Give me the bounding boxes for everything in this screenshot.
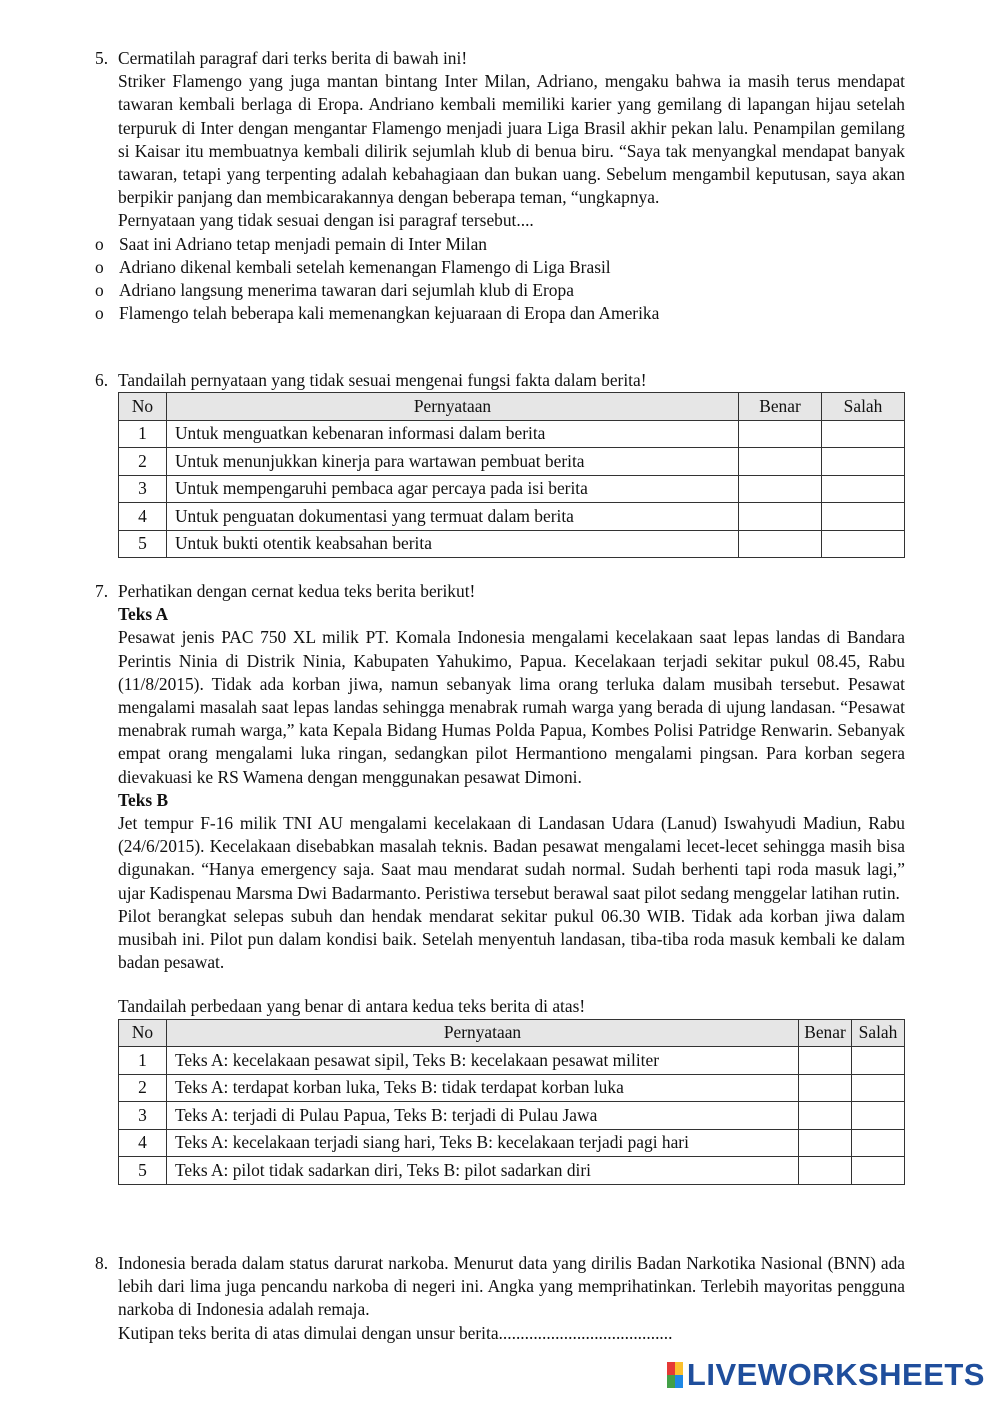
option-label: Saat ini Adriano tetap menjadi pemain di Inter Milan [119,233,488,254]
salah-answer-cell[interactable] [852,1157,905,1185]
row-statement: Teks A: kecelakaan pesawat sipil, Teks B: kecelakaan pesawat militer [167,1047,799,1075]
header-pernyataan: Pernyataan [167,393,739,421]
row-statement: Teks A: kecelakaan terjadi siang hari, Teks B: kecelakaan terjadi pagi hari [167,1129,799,1157]
table-row [119,448,905,476]
row-number: 5 [119,530,167,558]
row-number: 2 [119,448,167,476]
news-paragraph: Striker Flamengo yang juga mantan bintang Inter Milan, Adriano, mengaku bahwa ia masih terus mendapat tawaran kembali berlaga di Eropa. Andriano kembali memiliki karier yang gemilang di lapangan hijau setelah terpuruk di Inter dengan mengantar Flamengo menjadi juara Liga Brasil akhir pekan lalu. Penampilan gemilang si Kaisar itu membuatnya kembali dilirik sejumlah klub di benua biru. “Saya tak menyangkal mendapat banyak tawaran, tetapi yang terpenting adalah kebahagiaan dan bukan uang. Sebelum mengambil keputusan, saya akan berpikir panjang dan membicarakannya dengan beberapa teman, “ungkapnya. [118,71,905,208]
table-row [119,475,905,503]
question-number: 6. [95,370,109,390]
radio-bullet[interactable]: o [95,233,104,254]
header-pernyataan: Pernyataan [167,1019,799,1047]
row-number: 1 [119,420,167,448]
question-number: 5. [95,48,109,68]
logo-text: LIVEWORKSHEETS [686,1357,985,1392]
table-row [119,420,905,448]
table-row [119,1129,905,1157]
question-8 [95,1252,905,1345]
salah-answer-cell[interactable] [852,1129,905,1157]
table-row [119,530,905,558]
benar-answer-cell[interactable] [799,1047,852,1075]
row-statement: Teks A: terjadi di Pulau Papua, Teks B: terjadi di Pulau Jawa [167,1102,799,1130]
table-row [119,1102,905,1130]
benar-answer-cell[interactable] [739,503,822,531]
question-number: 7. [95,581,109,601]
benar-answer-cell[interactable] [739,475,822,503]
salah-answer-cell[interactable] [852,1074,905,1102]
table-row [119,1047,905,1075]
header-salah: Salah [852,1019,905,1047]
question-intro: Tandailah pernyataan yang tidak sesuai mengenai fungsi fakta dalam berita! [118,370,647,390]
salah-answer-cell[interactable] [852,1102,905,1130]
teks-b-title: Teks B [118,789,169,810]
benar-answer-cell[interactable] [739,420,822,448]
option-label: Adriano dikenal kembali setelah kemenangan Flamengo di Liga Brasil [119,256,611,277]
radio-bullet[interactable]: o [95,303,104,324]
teks-a-title: Teks A [118,604,169,625]
liveworksheets-logo [667,1359,985,1391]
row-statement: Untuk menguatkan kebenaran informasi dalam berita [167,420,739,448]
row-number: 3 [119,1102,167,1130]
teks-b-paragraph-1: Jet tempur F-16 milik TNI AU mengalami kecelakaan di Landasan Udara (Lanud) Iswahyudi Madiun, Rabu (24/6/2015). Kecelakaan disebabkan masalah teknis. Badan pesawat mengalami lecet-lecet sehingga masih bisa digunakan. “Hanya emergency saja. Saat mau mendarat sudah normal. Sudah berhenti tapi roda masuk lagi,” ujar Kadispenau Marsma Dwi Badarmanto. Peristiwa tersebut berawal saat pilot sedang menggelar latihan rutin. [118,813,905,903]
salah-answer-cell[interactable] [822,530,905,558]
benar-answer-cell[interactable] [799,1157,852,1185]
news-paragraph: Indonesia berada dalam status darurat narkoba. Menurut data yang dirilis Badan Narkotika Nasional (BNN) ada lebih dari lima juga pencandu narkoba di negeri ini. Angka yang memprihatinkan. Terlebih mayoritas pengguna narkoba di Indonesia adalah remaja. [118,1253,905,1320]
teks-a-paragraph: Pesawat jenis PAC 750 XL milik PT. Komala Indonesia mengalami kecelakaan saat lepas landas di Bandara Perintis Ninia di Distrik Ninia, Kabupaten Yahukimo, Papua. Kecelakaan terjadi sekitar pukul 08.45, Rabu (11/8/2015). Tidak ada korban jiwa, namun sebanyak lima orang terluka dalam musibah tersebut. Pesawat mengalami masalah saat lepas landas sehingga menabrak rumah warga yang berada di ujung landasan. “Pesawat menabrak rumah warga,” kata Kepala Bidang Humas Polda Papua, Kombes Polisi Patridge Renwarin. Sebanyak empat orang mengalami luka ringan, sedangkan pilot Hermantiono mengalami pingsan. Para korban segera dievakuasi ke RS Wamena dengan menggunakan pesawat Dimoni. [118,627,905,787]
benar-answer-cell[interactable] [799,1129,852,1157]
option-label: Adriano langsung menerima tawaran dari sejumlah klub di Eropa [119,280,574,301]
logo-mark-icon [667,1362,683,1388]
header-no: No [119,393,167,421]
question-intro: Perhatikan dengan cernat kedua teks berita berikut! [118,581,476,601]
table-header-row [119,393,905,421]
option-label: Flamengo telah beberapa kali memenangkan kejuaraan di Eropa dan Amerika [119,303,660,324]
header-no: No [119,1019,167,1047]
comparison-table [118,1019,905,1185]
options-list [95,233,905,326]
table-row [119,1074,905,1102]
row-number: 4 [119,503,167,531]
benar-answer-cell[interactable] [739,448,822,476]
benar-answer-cell[interactable] [799,1074,852,1102]
row-number: 5 [119,1157,167,1185]
teks-b-paragraph-2: Pilot berangkat selepas subuh dan hendak mendarat sekitar pukul 06.30 WIB. Tidak ada korban jiwa dalam musibah ini. Pilot pun dalam kondisi baik. Setelah menyentuh landasan, tiba-tiba roda masuk kembali ke dalam badan pesawat. [118,905,905,973]
table-row [119,503,905,531]
option-item[interactable] [95,302,905,325]
salah-answer-cell[interactable] [822,448,905,476]
header-benar: Benar [739,393,822,421]
row-number: 2 [119,1074,167,1102]
salah-answer-cell[interactable] [822,475,905,503]
benar-answer-cell[interactable] [739,530,822,558]
option-item[interactable] [95,279,905,302]
row-statement: Untuk mempengaruhi pembaca agar percaya pada isi berita [167,475,739,503]
table-row [119,1157,905,1185]
salah-answer-cell[interactable] [822,420,905,448]
question-prompt: Kutipan teks berita di atas dimulai dengan unsur berita........................................ [118,1322,673,1343]
header-benar: Benar [799,1019,852,1047]
salah-answer-cell[interactable] [852,1047,905,1075]
fact-function-table [118,392,905,558]
salah-answer-cell[interactable] [822,503,905,531]
radio-bullet[interactable]: o [95,280,104,301]
row-number: 3 [119,475,167,503]
row-statement: Teks A: terdapat korban luka, Teks B: tidak terdapat korban luka [167,1074,799,1102]
table-header-row [119,1019,905,1047]
benar-answer-cell[interactable] [799,1102,852,1130]
question-intro: Cermatilah paragraf dari terks berita di bawah ini! [118,48,468,68]
question-6 [95,369,905,558]
question-5 [95,47,905,325]
question-prompt: Pernyataan yang tidak sesuai dengan isi paragraf tersebut.... [118,210,534,231]
row-statement: Untuk penguatan dokumentasi yang termuat dalam berita [167,503,739,531]
question-number: 8. [95,1253,109,1273]
radio-bullet[interactable]: o [95,256,104,277]
option-item[interactable] [95,256,905,279]
question-7 [95,580,905,1185]
header-salah: Salah [822,393,905,421]
row-statement: Untuk bukti otentik keabsahan berita [167,530,739,558]
row-statement: Teks A: pilot tidak sadarkan diri, Teks B: pilot sadarkan diri [167,1157,799,1185]
row-statement: Untuk menunjukkan kinerja para wartawan pembuat berita [167,448,739,476]
row-number: 4 [119,1129,167,1157]
row-number: 1 [119,1047,167,1075]
question-prompt: Tandailah perbedaan yang benar di antara kedua teks berita di atas! [118,996,586,1017]
option-item[interactable] [95,233,905,256]
